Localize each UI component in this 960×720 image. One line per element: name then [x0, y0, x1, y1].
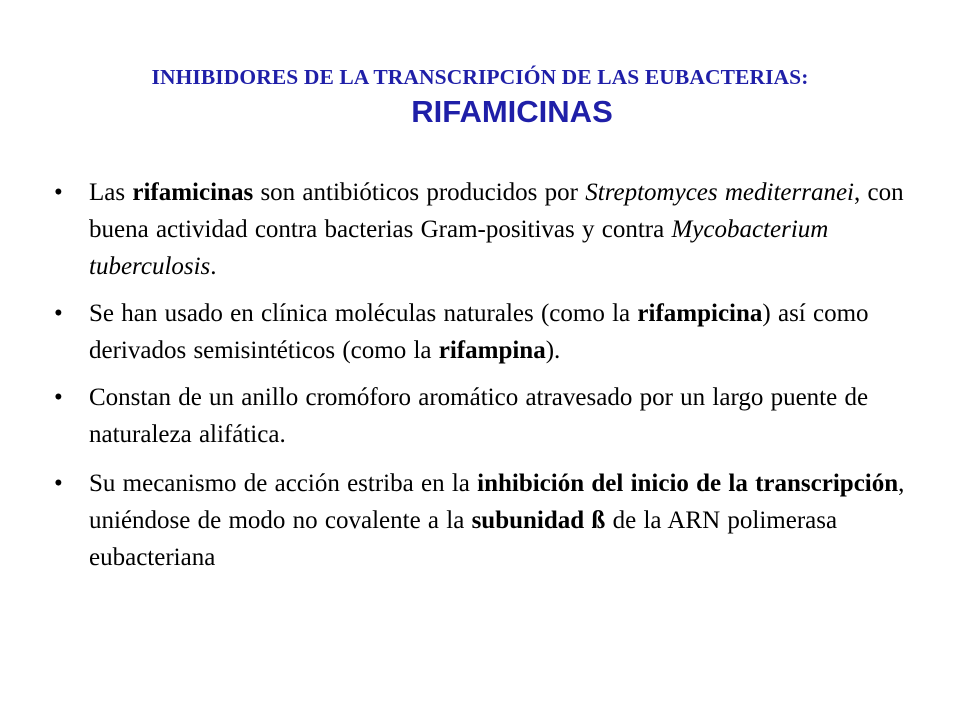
bullet-seg: , con buena actividad contra bacterias Gram-positivas y contra: [89, 179, 904, 243]
bullet-seg: son antibióticos producidos por: [253, 179, 586, 206]
term-rifampina: rifampina: [438, 337, 546, 364]
title-line-2: RIFAMICINAS: [411, 94, 613, 129]
bullet-marker: •: [54, 384, 63, 411]
slide-title: [40, 62, 920, 132]
bullet-marker: •: [54, 179, 63, 206]
bullet-marker: •: [54, 300, 63, 327]
bullet-seg: ) así como derivados semisintéticos (como la: [89, 300, 869, 364]
bullet-seg: de la ARN polimerasa eubacteriana: [89, 507, 838, 571]
bullet-item: [48, 295, 920, 369]
bullet-seg: .: [210, 253, 217, 280]
term-rifamicinas: rifamicinas: [132, 179, 254, 206]
species-name: Streptomyces mediterranei: [585, 179, 854, 206]
bullet-seg: Constan de un anillo cromóforo aromático atravesado por un largo puente de naturaleza alifática.: [89, 384, 869, 448]
bullet-list: [48, 174, 920, 586]
bullet-item: [48, 174, 920, 285]
bullet-seg: , uniéndose de modo no covalente a la: [89, 470, 905, 534]
bullet-item: [48, 379, 920, 453]
bullet-seg: Su mecanismo de acción estriba en la: [89, 470, 478, 497]
bullet-seg: Las: [89, 179, 133, 206]
bullet-seg: ).: [545, 337, 561, 364]
bullet-item: [48, 465, 920, 576]
term-subunidad: subunidad ß: [471, 507, 606, 534]
title-line-1: INHIBIDORES DE LA TRANSCRIPCIÓN DE LAS EUBACTERIAS:: [151, 65, 809, 89]
term-rifampicina: rifampicina: [637, 300, 763, 327]
bullet-marker: •: [54, 470, 63, 497]
species-name: Mycobacterium tuberculosis: [89, 216, 829, 280]
term-inhibicion: inhibición del inicio de la transcripción: [477, 470, 899, 497]
bullet-seg: Se han usado en clínica moléculas naturales (como la: [89, 300, 638, 327]
